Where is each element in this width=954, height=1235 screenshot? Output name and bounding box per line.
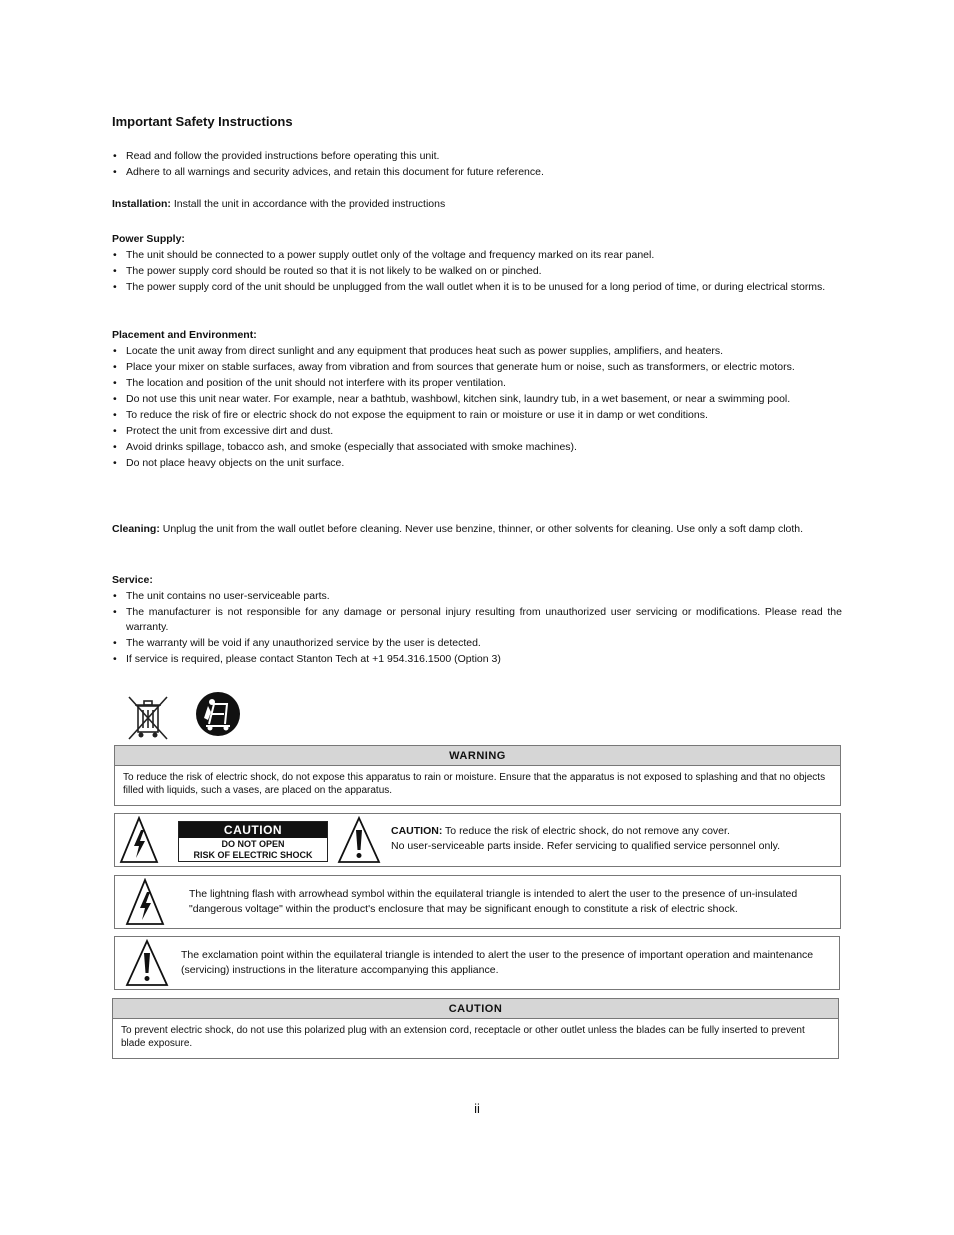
list-item: • Place your mixer on stable surfaces, away from vibration and from sources that generate hum or noise, such as transformers, or electric motors. [113,360,795,373]
caution-cover-label: CAUTION: [391,825,443,837]
service-section [112,573,842,668]
power-supply-section [112,232,842,296]
list-item: • The power supply cord should be routed so that it is not likely to be walked on or pinched. [113,264,542,277]
cleaning-label: Cleaning: [112,523,160,535]
exclamation-triangle-icon [125,939,169,987]
list-item: • The location and position of the unit should not interfere with its proper ventilation. [113,376,506,389]
caution-plug-title: CAUTION [113,999,838,1019]
intro-section [112,149,842,181]
lightning-explanation-box [114,875,841,929]
caution-do-not-open-label [178,821,328,862]
section-heading: Power Supply: [112,233,185,245]
warning-title: WARNING [115,746,840,766]
caution-cover-text: CAUTION: To reduce the risk of electric shock, do not remove any cover. No user-serviceable parts inside. Refer servicing to qualified service personnel only. [391,825,781,852]
caution-label-title: CAUTION [179,822,327,838]
weee-crossed-bin-icon [126,694,170,742]
section-heading: Placement and Environment: [112,329,257,341]
list-item: • The warranty will be void if any unauthorized service by the user is detected. [113,637,481,649]
cleaning-section [112,520,842,538]
caution-label-line1: DO NOT OPEN [221,839,285,849]
exclamation-triangle-icon [337,816,381,864]
caution-label-line2: RISK OF ELECTRIC SHOCK [193,850,313,860]
warning-text: To reduce the risk of electric shock, do not expose this apparatus to rain or moisture. Ensure that the apparatus is not exposed to splashing and that no objects filled with liquids, such a vases, are placed on the apparatus. [123,772,826,796]
installation-section [112,197,842,213]
list-item: • Adhere to all warnings and security advices, and retain this document for future reference. [113,166,544,178]
list-item: • The unit contains no user-serviceable parts. [113,589,330,602]
cleaning-text: Unplug the unit from the wall outlet before cleaning. Never use benzine, thinner, or other solvents for cleaning. Use only a soft damp cloth. [159,523,804,535]
lightning-triangle-icon [119,816,159,864]
exclamation-explanation-text: The exclamation point within the equilateral triangle is intended to alert the user to the presence of important operation and maintenance (servicing) instructions in the literature accompanying this appliance. [181,949,814,976]
list-item: • Protect the unit from excessive dirt and dust. [113,424,334,437]
list-item: • Locate the unit away from direct sunlight and any equipment that produces heat such as power supplies, amplifiers, and heaters. [113,344,724,357]
caution-plug-box [112,998,839,1059]
list-item: • Do not place heavy objects on the unit surface. [113,456,345,469]
list-item: • The unit should be connected to a power supply outlet only of the voltage and frequency marked on its rear panel. [113,248,655,261]
page-title: Important Safety Instructions [112,114,293,129]
list-item: • The manufacturer is not responsible for any damage or personal injury resulting from unauthorized user servicing or modifications. Please read the warranty. [113,605,842,633]
page-number: ii [474,1101,480,1116]
installation-text: Install the unit in accordance with the provided instructions [170,198,446,210]
list-item: • Read and follow the provided instructions before operating this unit. [113,150,440,162]
cart-tip-over-icon [194,690,242,738]
installation-label: Installation: [112,198,171,210]
placement-section [112,328,842,472]
lightning-triangle-icon [125,878,165,926]
list-item: • Do not use this unit near water. For example, near a bathtub, washbowl, kitchen sink, laundry tub, in a wet basement, or near a swimming pool. [113,392,791,405]
section-heading: Service: [112,574,153,586]
list-item: • To reduce the risk of fire or electric shock do not expose the equipment to rain or moisture or use it in damp or wet conditions. [113,408,708,421]
caution-plug-text: To prevent electric shock, do not use this polarized plug with an extension cord, receptacle or other outlet unless the blades can be fully inserted to prevent blade exposure. [121,1025,805,1049]
list-item: • If service is required, please contact Stanton Tech at +1 954.316.1500 (Option 3) [113,653,501,665]
warning-box [114,745,841,806]
lightning-explanation-text: The lightning flash with arrowhead symbol within the equilateral triangle is intended to alert the user to the presence of un-insulated "dangerous voltage" within the product's enclosure that may be significant enough to constitute a risk of electric shock. [189,888,798,915]
exclamation-explanation-box [114,936,840,990]
list-item: • The power supply cord of the unit should be unplugged from the wall outlet when it is to be unused for a long period of time, or during electrical storms. [113,280,826,293]
list-item: • Avoid drinks spillage, tobacco ash, and smoke (especially that associated with smoke machines). [113,440,577,453]
